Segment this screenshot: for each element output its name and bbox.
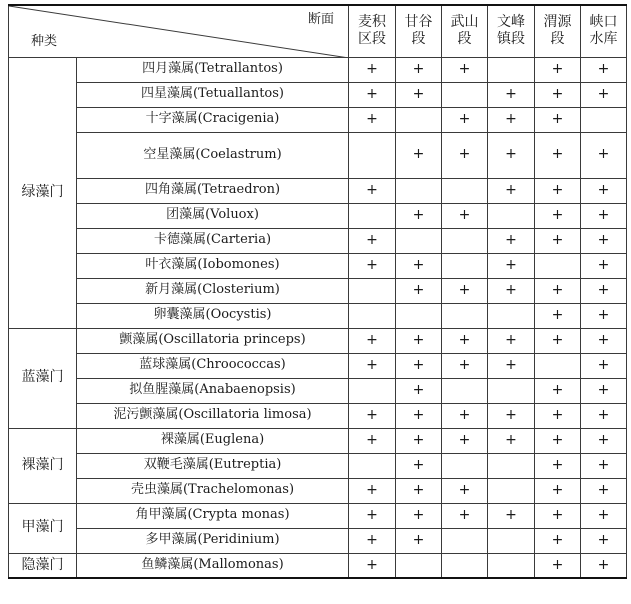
presence-mark-cell: + — [349, 328, 396, 353]
presence-mark-cell — [488, 378, 535, 403]
presence-mark-cell: + — [581, 378, 627, 403]
presence-mark-cell — [349, 378, 396, 403]
genus-cell: 新月藻属(Closterium) — [77, 278, 349, 303]
presence-mark-cell: + — [488, 503, 535, 528]
presence-mark-cell: + — [396, 82, 442, 107]
presence-mark-cell: + — [488, 253, 535, 278]
presence-mark-cell: + — [396, 57, 442, 82]
presence-mark-cell: + — [396, 328, 442, 353]
presence-mark-cell: + — [535, 82, 581, 107]
table-row — [9, 57, 627, 82]
presence-mark-cell: + — [535, 107, 581, 132]
table-row — [9, 253, 627, 278]
presence-mark-cell — [442, 453, 488, 478]
genus-cell: 拟鱼腥藻属(Anabaenopsis) — [77, 378, 349, 403]
presence-mark-cell: + — [442, 403, 488, 428]
table-row — [9, 132, 627, 178]
presence-mark-cell: + — [442, 57, 488, 82]
presence-mark-cell: + — [442, 428, 488, 453]
presence-mark-cell — [349, 453, 396, 478]
presence-mark-cell — [442, 378, 488, 403]
presence-mark-cell — [442, 553, 488, 578]
presence-mark-cell: + — [535, 57, 581, 82]
presence-mark-cell — [442, 528, 488, 553]
presence-mark-cell: + — [396, 378, 442, 403]
presence-mark-cell — [396, 228, 442, 253]
presence-mark-cell — [396, 303, 442, 328]
presence-mark-cell: + — [488, 403, 535, 428]
header-row — [9, 5, 627, 57]
presence-mark-cell: + — [535, 178, 581, 203]
presence-mark-cell — [442, 303, 488, 328]
table-row — [9, 228, 627, 253]
presence-mark-cell — [442, 253, 488, 278]
presence-mark-cell: + — [535, 403, 581, 428]
presence-mark-cell: + — [535, 528, 581, 553]
presence-mark-cell — [488, 453, 535, 478]
presence-mark-cell — [535, 353, 581, 378]
section-header-2: 甘谷 段 — [396, 5, 442, 57]
table-row — [9, 178, 627, 203]
phylum-cell: 隐藻门 — [9, 553, 77, 578]
table-row — [9, 328, 627, 353]
presence-mark-cell — [442, 228, 488, 253]
genus-cell: 四月藻属(Tetrallantos) — [77, 57, 349, 82]
presence-mark-cell: + — [488, 228, 535, 253]
genus-cell: 裸藻属(Euglena) — [77, 428, 349, 453]
presence-mark-cell: + — [535, 328, 581, 353]
species-distribution-table — [8, 4, 627, 579]
table-row — [9, 303, 627, 328]
presence-mark-cell: + — [349, 82, 396, 107]
presence-mark-cell: + — [396, 453, 442, 478]
presence-mark-cell — [349, 132, 396, 178]
phylum-cell: 裸藻门 — [9, 428, 77, 503]
genus-cell: 卵囊藻属(Oocystis) — [77, 303, 349, 328]
presence-mark-cell: + — [442, 503, 488, 528]
genus-cell: 泥污颤藻属(Oscillatoria limosa) — [77, 403, 349, 428]
genus-cell: 颤藻属(Oscillatoria princeps) — [77, 328, 349, 353]
table-row — [9, 453, 627, 478]
category-header-label: 种类 — [31, 34, 58, 50]
presence-mark-cell — [349, 203, 396, 228]
presence-mark-cell: + — [535, 503, 581, 528]
presence-mark-cell: + — [581, 82, 627, 107]
genus-cell: 四星藻属(Tetuallantos) — [77, 82, 349, 107]
presence-mark-cell: + — [488, 328, 535, 353]
section-header-1: 麦积 区段 — [349, 5, 396, 57]
presence-mark-cell: + — [349, 428, 396, 453]
phylum-cell: 甲藻门 — [9, 503, 77, 553]
genus-cell: 角甲藻属(Crypta monas) — [77, 503, 349, 528]
table-row — [9, 428, 627, 453]
presence-mark-cell: + — [396, 278, 442, 303]
table-row — [9, 503, 627, 528]
presence-mark-cell: + — [349, 403, 396, 428]
table-row — [9, 528, 627, 553]
presence-mark-cell: + — [349, 253, 396, 278]
presence-mark-cell — [488, 478, 535, 503]
table-row — [9, 403, 627, 428]
presence-mark-cell: + — [442, 132, 488, 178]
presence-mark-cell — [488, 553, 535, 578]
presence-mark-cell: + — [581, 253, 627, 278]
presence-mark-cell: + — [396, 528, 442, 553]
presence-mark-cell — [488, 57, 535, 82]
presence-mark-cell: + — [349, 503, 396, 528]
presence-mark-cell — [442, 178, 488, 203]
presence-mark-cell: + — [535, 553, 581, 578]
presence-mark-cell: + — [535, 303, 581, 328]
presence-mark-cell — [488, 528, 535, 553]
section-header-5: 渭源 段 — [535, 5, 581, 57]
presence-mark-cell: + — [581, 228, 627, 253]
presence-mark-cell: + — [581, 403, 627, 428]
presence-mark-cell: + — [535, 132, 581, 178]
presence-mark-cell: + — [442, 107, 488, 132]
presence-mark-cell: + — [535, 228, 581, 253]
presence-mark-cell: + — [396, 132, 442, 178]
genus-cell: 鱼鳞藻属(Mallomonas) — [77, 553, 349, 578]
presence-mark-cell: + — [581, 428, 627, 453]
section-header-3: 武山 段 — [442, 5, 488, 57]
presence-mark-cell: + — [349, 178, 396, 203]
presence-mark-cell — [488, 203, 535, 228]
presence-mark-cell: + — [581, 178, 627, 203]
presence-mark-cell: + — [488, 107, 535, 132]
table-row — [9, 553, 627, 578]
presence-mark-cell — [535, 253, 581, 278]
genus-cell: 壳虫藻属(Trachelomonas) — [77, 478, 349, 503]
phylum-cell: 绿藻门 — [9, 57, 77, 328]
table-row — [9, 203, 627, 228]
presence-mark-cell: + — [349, 107, 396, 132]
genus-cell: 卡德藻属(Carteria) — [77, 228, 349, 253]
presence-mark-cell: + — [349, 478, 396, 503]
presence-mark-cell: + — [535, 378, 581, 403]
phylum-cell: 蓝藻门 — [9, 328, 77, 428]
presence-mark-cell — [396, 178, 442, 203]
presence-mark-cell: + — [581, 503, 627, 528]
table-row — [9, 278, 627, 303]
genus-cell: 四角藻属(Tetraedron) — [77, 178, 349, 203]
presence-mark-cell — [396, 107, 442, 132]
presence-mark-cell: + — [349, 553, 396, 578]
presence-mark-cell: + — [442, 478, 488, 503]
presence-mark-cell: + — [535, 278, 581, 303]
presence-mark-cell: + — [581, 57, 627, 82]
presence-mark-cell — [396, 553, 442, 578]
presence-mark-cell: + — [581, 553, 627, 578]
presence-mark-cell: + — [349, 353, 396, 378]
presence-mark-cell: + — [581, 353, 627, 378]
diagonal-divider — [9, 6, 349, 58]
presence-mark-cell — [349, 278, 396, 303]
presence-mark-cell: + — [581, 328, 627, 353]
presence-mark-cell: + — [535, 203, 581, 228]
table-row — [9, 478, 627, 503]
presence-mark-cell: + — [396, 503, 442, 528]
genus-cell: 十字藻属(Cracigenia) — [77, 107, 349, 132]
table-row — [9, 378, 627, 403]
presence-mark-cell: + — [488, 82, 535, 107]
presence-mark-cell: + — [396, 428, 442, 453]
genus-cell: 团藻属(Voluox) — [77, 203, 349, 228]
presence-mark-cell: + — [581, 303, 627, 328]
presence-mark-cell: + — [442, 328, 488, 353]
corner-header-cell — [9, 5, 349, 57]
presence-mark-cell: + — [488, 428, 535, 453]
presence-mark-cell: + — [581, 528, 627, 553]
genus-cell: 蓝球藻属(Chroococcas) — [77, 353, 349, 378]
presence-mark-cell: + — [535, 453, 581, 478]
presence-mark-cell: + — [581, 278, 627, 303]
section-header-4: 文峰 镇段 — [488, 5, 535, 57]
presence-mark-cell: + — [581, 203, 627, 228]
genus-cell: 叶衣藻属(Iobomones) — [77, 253, 349, 278]
presence-mark-cell: + — [349, 228, 396, 253]
genus-cell: 双鞭毛藻属(Eutreptia) — [77, 453, 349, 478]
presence-mark-cell: + — [442, 353, 488, 378]
genus-cell: 多甲藻属(Peridinium) — [77, 528, 349, 553]
presence-mark-cell: + — [488, 278, 535, 303]
presence-mark-cell: + — [488, 353, 535, 378]
presence-mark-cell: + — [488, 178, 535, 203]
presence-mark-cell: + — [581, 453, 627, 478]
presence-mark-cell: + — [581, 132, 627, 178]
presence-mark-cell: + — [396, 203, 442, 228]
table-row — [9, 82, 627, 107]
presence-mark-cell — [581, 107, 627, 132]
presence-mark-cell: + — [488, 132, 535, 178]
genus-cell: 空星藻属(Coelastrum) — [77, 132, 349, 178]
table-row — [9, 107, 627, 132]
presence-mark-cell — [442, 82, 488, 107]
presence-mark-cell: + — [581, 478, 627, 503]
section-header-label: 断面 — [307, 12, 334, 27]
presence-mark-cell: + — [535, 428, 581, 453]
presence-mark-cell — [488, 303, 535, 328]
presence-mark-cell: + — [349, 528, 396, 553]
presence-mark-cell: + — [396, 403, 442, 428]
table-row — [9, 353, 627, 378]
presence-mark-cell: + — [442, 203, 488, 228]
presence-mark-cell: + — [349, 57, 396, 82]
presence-mark-cell: + — [396, 353, 442, 378]
presence-mark-cell — [349, 303, 396, 328]
presence-mark-cell: + — [396, 253, 442, 278]
section-header-6: 峡口 水库 — [581, 5, 627, 57]
presence-mark-cell: + — [396, 478, 442, 503]
presence-mark-cell: + — [442, 278, 488, 303]
presence-mark-cell: + — [535, 478, 581, 503]
